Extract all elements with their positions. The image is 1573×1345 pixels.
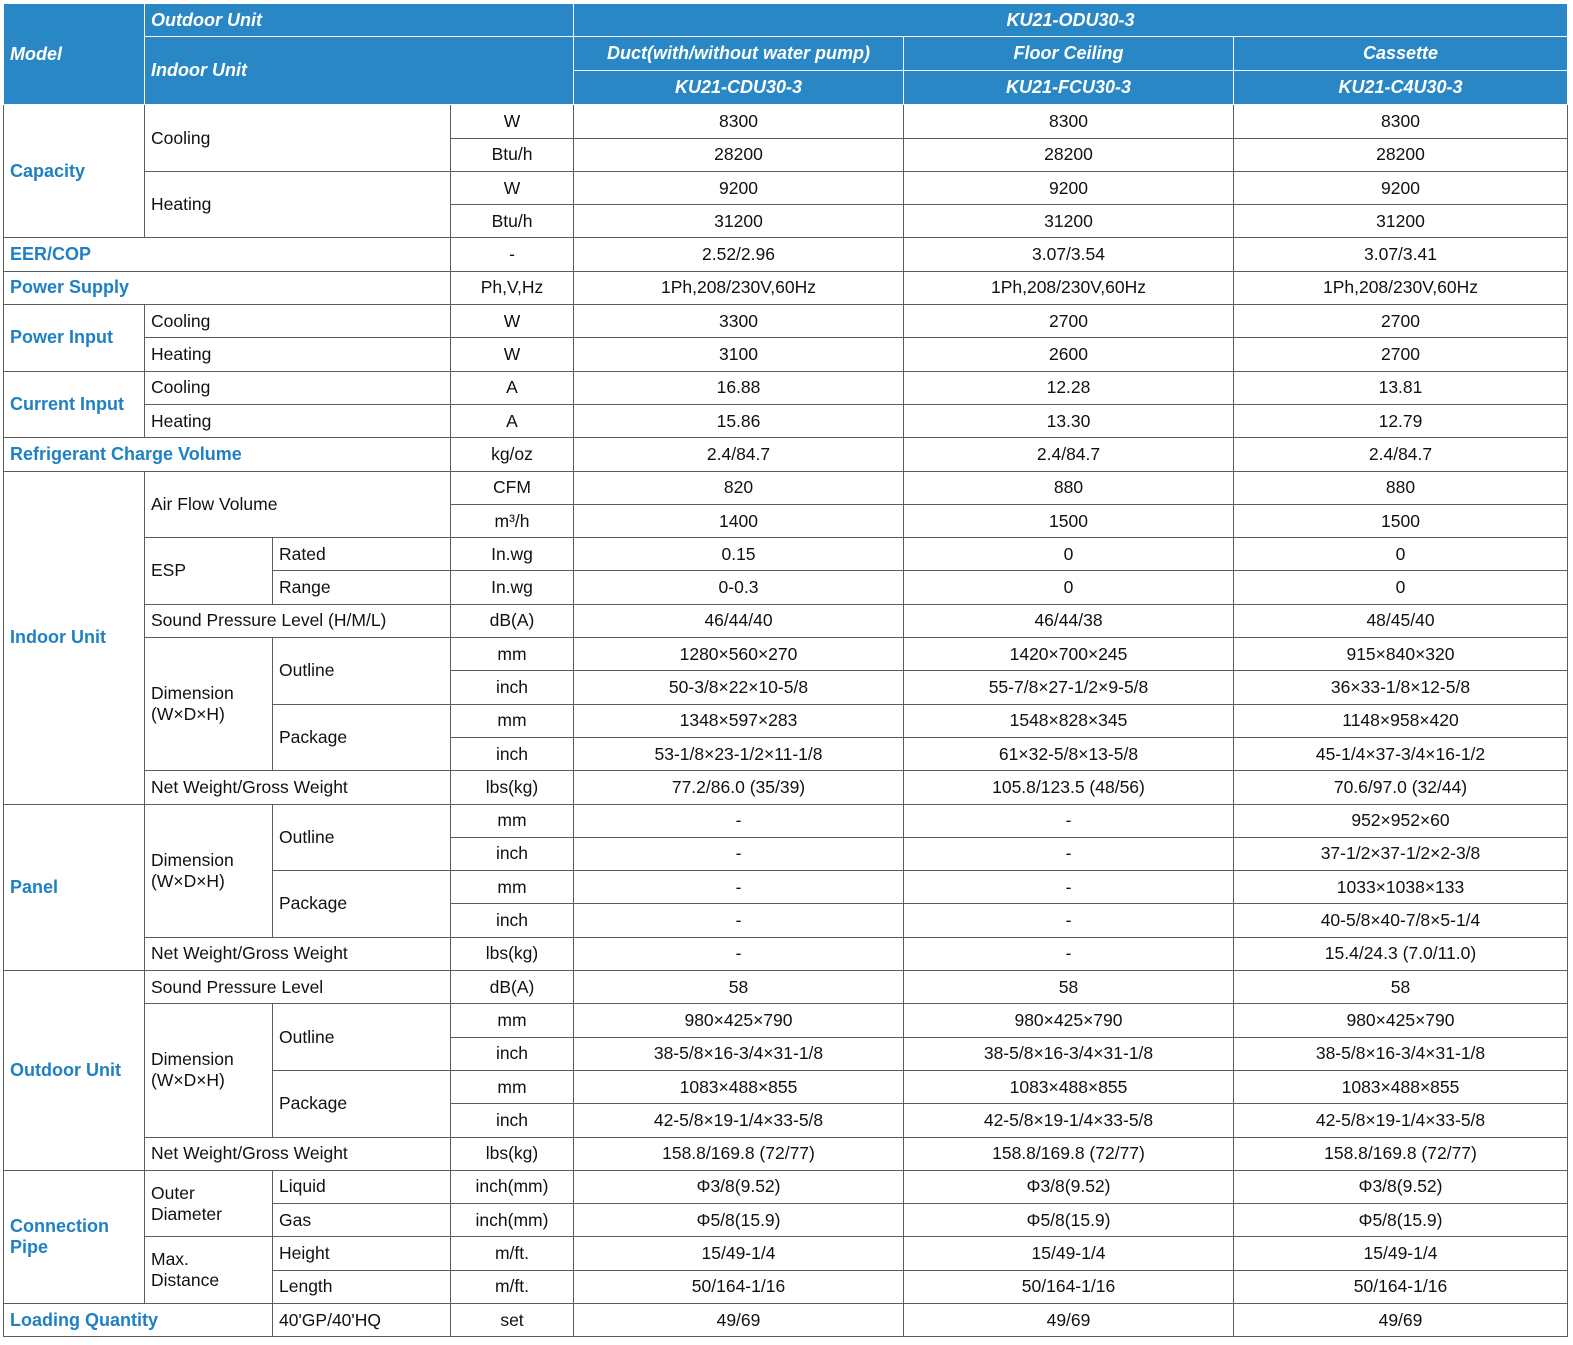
unit-cell: Ph,V,Hz — [451, 271, 574, 304]
value-cell: 36×33-1/8×12-5/8 — [1234, 671, 1568, 704]
value-cell: 53-1/8×23-1/2×11-1/8 — [574, 737, 904, 770]
value-cell: 3.07/3.41 — [1234, 238, 1568, 271]
value-cell: 158.8/169.8 (72/77) — [904, 1137, 1234, 1170]
value-cell: 1Ph,208/230V,60Hz — [904, 271, 1234, 304]
row-label: Net Weight/Gross Weight — [145, 937, 451, 970]
value-cell: 61×32-5/8×13-5/8 — [904, 737, 1234, 770]
value-cell: 2.4/84.7 — [904, 438, 1234, 471]
sub-label: Height — [273, 1237, 451, 1270]
value-cell: 158.8/169.8 (72/77) — [1234, 1137, 1568, 1170]
unit-cell: W — [451, 105, 574, 138]
value-cell: - — [904, 804, 1234, 837]
value-cell: Φ3/8(9.52) — [1234, 1170, 1568, 1203]
value-cell: 3100 — [574, 338, 904, 371]
value-cell: - — [574, 904, 904, 937]
sub-label: Range — [273, 571, 451, 604]
value-cell: Φ5/8(15.9) — [1234, 1204, 1568, 1237]
value-cell: 40-5/8×40-7/8×5-1/4 — [1234, 904, 1568, 937]
row-label: 40'GP/40'HQ — [273, 1303, 451, 1336]
value-cell: 105.8/123.5 (48/56) — [904, 771, 1234, 804]
value-cell: 42-5/8×19-1/4×33-5/8 — [904, 1104, 1234, 1137]
value-cell: 9200 — [574, 171, 904, 204]
row-label: Net Weight/Gross Weight — [145, 771, 451, 804]
spec-table — [3, 3, 1568, 1337]
value-cell: 42-5/8×19-1/4×33-5/8 — [574, 1104, 904, 1137]
value-cell: 48/45/40 — [1234, 604, 1568, 637]
row-label — [145, 1237, 273, 1304]
value-cell: 8300 — [574, 105, 904, 138]
value-cell: 31200 — [904, 205, 1234, 238]
value-cell: 158.8/169.8 (72/77) — [574, 1137, 904, 1170]
diameter-label: Diameter — [151, 1203, 222, 1224]
unit-cell: m/ft. — [451, 1237, 574, 1270]
value-cell: 28200 — [1234, 138, 1568, 171]
value-cell: 1500 — [904, 504, 1234, 537]
sub-label: Gas — [273, 1204, 451, 1237]
value-cell: 13.81 — [1234, 371, 1568, 404]
unit-cell: mm — [451, 704, 574, 737]
value-cell: 8300 — [1234, 105, 1568, 138]
value-cell: 880 — [1234, 471, 1568, 504]
value-cell: 0-0.3 — [574, 571, 904, 604]
sub-label: Package — [273, 704, 451, 771]
unit-cell: lbs(kg) — [451, 771, 574, 804]
outdoor-model: KU21-ODU30-3 — [574, 4, 1568, 37]
unit-cell: W — [451, 338, 574, 371]
unit-cell: inch — [451, 737, 574, 770]
value-cell: 38-5/8×16-3/4×31-1/8 — [904, 1037, 1234, 1070]
sub-label: Outline — [273, 638, 451, 705]
section-label: Power Supply — [4, 271, 451, 304]
value-cell: 1348×597×283 — [574, 704, 904, 737]
row-label — [145, 638, 273, 771]
unit-cell: inch — [451, 904, 574, 937]
value-cell: 15/49-1/4 — [574, 1237, 904, 1270]
value-cell: 952×952×60 — [1234, 804, 1568, 837]
unit-cell: mm — [451, 804, 574, 837]
unit-cell: inch(mm) — [451, 1170, 574, 1203]
value-cell: 58 — [574, 971, 904, 1004]
value-cell: 15/49-1/4 — [1234, 1237, 1568, 1270]
value-cell: 0 — [1234, 571, 1568, 604]
row-label: Sound Pressure Level — [145, 971, 451, 1004]
row-label: Heating — [145, 338, 451, 371]
unit-cell: W — [451, 171, 574, 204]
value-cell: 15.86 — [574, 404, 904, 437]
outdoor-unit-header: Outdoor Unit — [145, 4, 574, 37]
value-cell: 980×425×790 — [1234, 1004, 1568, 1037]
unit-cell: lbs(kg) — [451, 937, 574, 970]
value-cell: Φ3/8(9.52) — [574, 1170, 904, 1203]
value-cell: 38-5/8×16-3/4×31-1/8 — [574, 1037, 904, 1070]
value-cell: 3.07/3.54 — [904, 238, 1234, 271]
value-cell: 15/49-1/4 — [904, 1237, 1234, 1270]
sub-label: Package — [273, 1070, 451, 1137]
row-label: Air Flow Volume — [145, 471, 451, 538]
connection-label: Connection — [10, 1215, 109, 1236]
sub-label: Liquid — [273, 1170, 451, 1203]
value-cell: 77.2/86.0 (35/39) — [574, 771, 904, 804]
model-header: Model — [4, 4, 145, 105]
value-cell: 1500 — [1234, 504, 1568, 537]
value-cell: 28200 — [904, 138, 1234, 171]
value-cell: 12.28 — [904, 371, 1234, 404]
unit-cell: A — [451, 371, 574, 404]
section-label: Current Input — [4, 371, 145, 438]
indoor-type: Floor Ceiling — [904, 37, 1234, 71]
value-cell: 42-5/8×19-1/4×33-5/8 — [1234, 1104, 1568, 1137]
value-cell: 50/164-1/16 — [904, 1270, 1234, 1303]
pipe-label: Pipe — [10, 1236, 49, 1257]
value-cell: - — [904, 837, 1234, 870]
row-label — [145, 804, 273, 937]
dimension-label: Dimension — [151, 1049, 234, 1070]
unit-cell: mm — [451, 871, 574, 904]
indoor-model: KU21-CDU30-3 — [574, 71, 904, 105]
indoor-unit-header: Indoor Unit — [145, 37, 574, 105]
value-cell: 1280×560×270 — [574, 638, 904, 671]
row-label: Heating — [145, 404, 451, 437]
value-cell: 8300 — [904, 105, 1234, 138]
unit-cell: inch(mm) — [451, 1204, 574, 1237]
sub-label: Outline — [273, 804, 451, 871]
unit-cell: CFM — [451, 471, 574, 504]
section-label: Refrigerant Charge Volume — [4, 438, 451, 471]
value-cell: 1548×828×345 — [904, 704, 1234, 737]
row-label: Heating — [145, 171, 451, 238]
value-cell: 1420×700×245 — [904, 638, 1234, 671]
sub-label: Length — [273, 1270, 451, 1303]
row-label — [145, 1004, 273, 1137]
wdh-label: (W×D×H) — [151, 870, 225, 891]
section-label: Loading Quantity — [4, 1303, 273, 1336]
distance-label: Distance — [151, 1270, 220, 1291]
unit-cell: A — [451, 404, 574, 437]
value-cell: 0.15 — [574, 538, 904, 571]
section-label: Outdoor Unit — [4, 971, 145, 1171]
unit-cell: - — [451, 238, 574, 271]
unit-cell: mm — [451, 1004, 574, 1037]
value-cell: 980×425×790 — [904, 1004, 1234, 1037]
section-label — [4, 1170, 145, 1303]
row-label — [145, 1170, 273, 1237]
value-cell: 0 — [904, 571, 1234, 604]
value-cell: Φ3/8(9.52) — [904, 1170, 1234, 1203]
max-label: Max. — [151, 1249, 189, 1270]
value-cell: 13.30 — [904, 404, 1234, 437]
unit-cell: mm — [451, 638, 574, 671]
value-cell: 0 — [1234, 538, 1568, 571]
value-cell: 50/164-1/16 — [574, 1270, 904, 1303]
value-cell: 9200 — [904, 171, 1234, 204]
value-cell: 58 — [1234, 971, 1568, 1004]
value-cell: 2700 — [1234, 305, 1568, 338]
value-cell: 31200 — [574, 205, 904, 238]
section-label: Capacity — [4, 105, 145, 238]
unit-cell: In.wg — [451, 538, 574, 571]
sub-label: Outline — [273, 1004, 451, 1071]
value-cell: 55-7/8×27-1/2×9-5/8 — [904, 671, 1234, 704]
dimension-label: Dimension — [151, 849, 234, 870]
sub-label: Rated — [273, 538, 451, 571]
value-cell: 46/44/38 — [904, 604, 1234, 637]
unit-cell: m³/h — [451, 504, 574, 537]
unit-cell: kg/oz — [451, 438, 574, 471]
indoor-type: Duct(with/without water pump) — [574, 37, 904, 71]
indoor-model: KU21-C4U30-3 — [1234, 71, 1568, 105]
unit-cell: dB(A) — [451, 971, 574, 1004]
unit-cell: set — [451, 1303, 574, 1336]
wdh-label: (W×D×H) — [151, 1070, 225, 1091]
value-cell: 820 — [574, 471, 904, 504]
unit-cell: m/ft. — [451, 1270, 574, 1303]
value-cell: 49/69 — [574, 1303, 904, 1336]
unit-cell: dB(A) — [451, 604, 574, 637]
value-cell: 28200 — [574, 138, 904, 171]
value-cell: 880 — [904, 471, 1234, 504]
unit-cell: inch — [451, 1104, 574, 1137]
value-cell: - — [574, 937, 904, 970]
value-cell: - — [904, 937, 1234, 970]
value-cell: 1083×488×855 — [1234, 1070, 1568, 1103]
row-label: Sound Pressure Level (H/M/L) — [145, 604, 451, 637]
section-label: Indoor Unit — [4, 471, 145, 804]
dimension-label: Dimension — [151, 683, 234, 704]
value-cell: 1Ph,208/230V,60Hz — [1234, 271, 1568, 304]
value-cell: 50/164-1/16 — [1234, 1270, 1568, 1303]
value-cell: 2.52/2.96 — [574, 238, 904, 271]
value-cell: 58 — [904, 971, 1234, 1004]
value-cell: 2600 — [904, 338, 1234, 371]
value-cell: Φ5/8(15.9) — [574, 1204, 904, 1237]
indoor-type: Cassette — [1234, 37, 1568, 71]
unit-cell: Btu/h — [451, 205, 574, 238]
value-cell: - — [574, 837, 904, 870]
unit-cell: inch — [451, 1037, 574, 1070]
value-cell: 50-3/8×22×10-5/8 — [574, 671, 904, 704]
value-cell: 2.4/84.7 — [1234, 438, 1568, 471]
value-cell: 16.88 — [574, 371, 904, 404]
value-cell: 37-1/2×37-1/2×2-3/8 — [1234, 837, 1568, 870]
value-cell: 70.6/97.0 (32/44) — [1234, 771, 1568, 804]
row-label: Cooling — [145, 371, 451, 404]
value-cell: 1083×488×855 — [904, 1070, 1234, 1103]
unit-cell: lbs(kg) — [451, 1137, 574, 1170]
value-cell: Φ5/8(15.9) — [904, 1204, 1234, 1237]
unit-cell: mm — [451, 1070, 574, 1103]
value-cell: 46/44/40 — [574, 604, 904, 637]
value-cell: - — [574, 804, 904, 837]
value-cell: - — [574, 871, 904, 904]
value-cell: 49/69 — [1234, 1303, 1568, 1336]
indoor-model: KU21-FCU30-3 — [904, 71, 1234, 105]
value-cell: 2700 — [904, 305, 1234, 338]
value-cell: 45-1/4×37-3/4×16-1/2 — [1234, 737, 1568, 770]
section-label: Power Input — [4, 305, 145, 372]
section-label: EER/COP — [4, 238, 451, 271]
value-cell: 1400 — [574, 504, 904, 537]
value-cell: 980×425×790 — [574, 1004, 904, 1037]
value-cell: 915×840×320 — [1234, 638, 1568, 671]
value-cell: 1083×488×855 — [574, 1070, 904, 1103]
value-cell: 2.4/84.7 — [574, 438, 904, 471]
unit-cell: In.wg — [451, 571, 574, 604]
section-label: Panel — [4, 804, 145, 970]
value-cell: 0 — [904, 538, 1234, 571]
value-cell: 1033×1038×133 — [1234, 871, 1568, 904]
sub-label: Package — [273, 871, 451, 938]
row-label: Cooling — [145, 305, 451, 338]
value-cell: 38-5/8×16-3/4×31-1/8 — [1234, 1037, 1568, 1070]
value-cell: 12.79 — [1234, 404, 1568, 437]
value-cell: 31200 — [1234, 205, 1568, 238]
outer-label: Outer — [151, 1182, 195, 1203]
value-cell: - — [904, 871, 1234, 904]
row-label: Net Weight/Gross Weight — [145, 1137, 451, 1170]
value-cell: 1Ph,208/230V,60Hz — [574, 271, 904, 304]
value-cell: 15.4/24.3 (7.0/11.0) — [1234, 937, 1568, 970]
unit-cell: inch — [451, 671, 574, 704]
row-label: ESP — [145, 538, 273, 605]
value-cell: 1148×958×420 — [1234, 704, 1568, 737]
unit-cell: inch — [451, 837, 574, 870]
unit-cell: W — [451, 305, 574, 338]
value-cell: - — [904, 904, 1234, 937]
value-cell: 9200 — [1234, 171, 1568, 204]
value-cell: 2700 — [1234, 338, 1568, 371]
value-cell: 49/69 — [904, 1303, 1234, 1336]
value-cell: 3300 — [574, 305, 904, 338]
unit-cell: Btu/h — [451, 138, 574, 171]
row-label: Cooling — [145, 105, 451, 172]
wdh-label: (W×D×H) — [151, 704, 225, 725]
